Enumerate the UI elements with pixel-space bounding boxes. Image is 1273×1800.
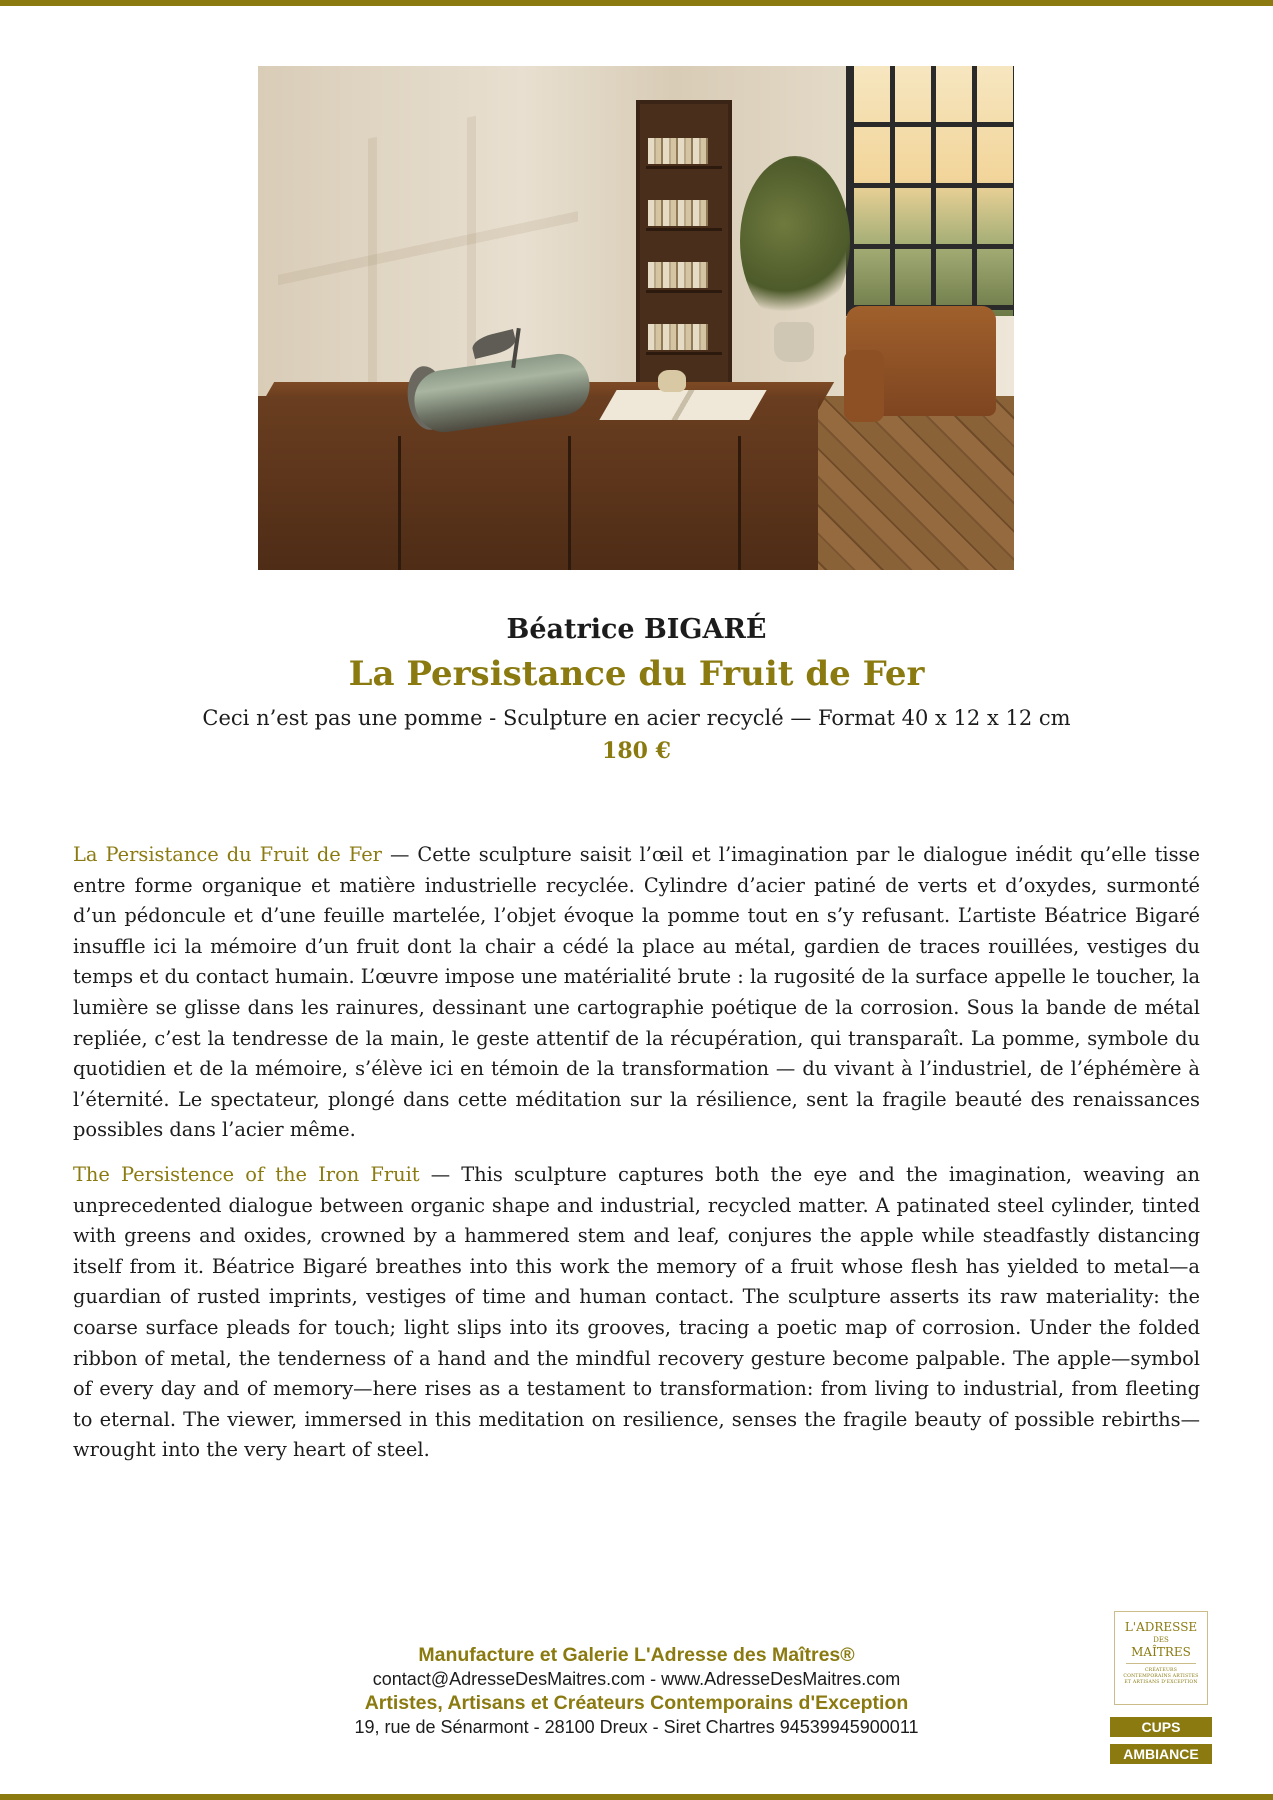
description-fr-lead: La Persistance du Fruit de Fer xyxy=(73,843,382,866)
artwork-subtitle: Ceci n’est pas une pomme - Sculpture en acier recyclé — Format 40 x 12 x 12 cm xyxy=(202,706,1071,730)
description-fr-text: — Cette sculpture saisit l’œil et l’imagination par le dialogue inédit qu’elle tisse entre forme organique et matière industrielle recyclée. Cylindre d’acier patiné de verts et d’oxydes, surmonté d’un pédoncule et d’une feuille martelée, l’objet évoque la pomme tout en s’y refusant. L’artiste Béatrice Bigaré insuffle ici la mémoire d’un fruit dont la chair a cédé la place au métal, gardien de traces rouillées, vestiges du temps et du contact humain. L’œuvre impose une matérialité brute : la rugosité de la surface appelle le toucher, la lumière se glisse dans les rainures, dessinant une cartographie poétique de la corrosion. Sous la bande de métal repliée, c’est la tendresse de la main, le geste attentif de la récupération, qui transparaît. La pomme, symbole du quotidien et de la mémoire, s’élève ici en témoin de la transformation — du vivant à l’industriel, de l’éphémère à l’éternité. Le spectateur, plongé dans cette méditation sur la résilience, sent la fragile beauté des renaissances possibles dans l’acier même. xyxy=(73,843,1201,1142)
logo-line-2: DES xyxy=(1153,1636,1169,1644)
books xyxy=(648,200,708,226)
armchair-arm xyxy=(844,350,884,422)
footer-tagline: Artistes, Artisans et Créateurs Contemporains d'Exception xyxy=(364,1692,909,1714)
tag-cups: CUPS xyxy=(1110,1717,1212,1737)
plant xyxy=(740,156,850,326)
tag-ambiance: AMBIANCE xyxy=(1110,1744,1212,1764)
description-en-lead: The Persistence of the Iron Fruit xyxy=(73,1162,420,1186)
description xyxy=(73,840,1200,1480)
vase xyxy=(658,370,686,392)
shelf-row xyxy=(646,166,722,169)
cabinet-door xyxy=(738,436,741,570)
books xyxy=(648,138,708,164)
shelf-row xyxy=(646,290,722,293)
cabinet xyxy=(258,396,818,570)
footer xyxy=(0,1643,1273,1739)
plant-pot xyxy=(774,322,814,362)
description-fr xyxy=(73,840,1200,1146)
footer-contact: contact@AdresseDesMaitres.com - www.AdresseDesMaitres.com xyxy=(372,1669,901,1689)
shelf-row xyxy=(646,228,722,231)
artist-name: Béatrice BIGARÉ xyxy=(506,614,767,645)
footer-gallery-name: Manufacture et Galerie L'Adresse des Maîtres® xyxy=(418,1644,855,1666)
artwork-price: 180 € xyxy=(602,738,671,764)
footer-address: 19, rue de Sénarmont - 28100 Dreux - Siret Chartres 94539945900011 xyxy=(354,1717,919,1737)
logo-divider xyxy=(1126,1663,1196,1664)
open-book xyxy=(599,390,766,420)
window xyxy=(846,66,1014,316)
bookshelf xyxy=(636,100,732,400)
cabinet-door xyxy=(398,436,401,570)
books xyxy=(648,324,708,350)
window-mullions xyxy=(854,66,1014,316)
description-en xyxy=(73,1160,1200,1466)
bottom-accent-bar xyxy=(0,1794,1273,1800)
logo-line-3: MAÎTRES xyxy=(1131,1645,1191,1659)
logo-line-1: L'ADRESSE xyxy=(1124,1620,1198,1634)
description-en-text: — This sculpture captures both the eye and the imagination, weaving an unprecedented dialogue between organic shape and industrial, recycled matter. A patinated steel cylinder, tinted with greens and oxides, crowned by a hammered stem and leaf, conjures the apple while steadfastly distancing itself from it. Béatrice Bigaré breathes into this work the memory of a fruit whose flesh has yielded to metal—a guardian of rusted imprints, vestiges of time and human contact. The sculpture asserts its raw materiality: the coarse surface pleads for touch; light slips into its grooves, tracing a poetic map of corrosion. Under the folded ribbon of metal, the tenderness of a hand and the mindful recovery gesture become palpable. The apple—symbol of every day and of memory—here rises as a testament to transformation: from living to industrial, from fleeting to eternal. The viewer, immersed in this meditation on resilience, senses the fragile beauty of possible rebirths—wrought into the very heart of steel. xyxy=(73,1162,1200,1462)
artwork-photo xyxy=(258,66,1014,570)
books xyxy=(648,262,708,288)
artwork-title: La Persistance du Fruit de Fer xyxy=(348,654,925,694)
shelf-row xyxy=(646,352,722,355)
gallery-logo xyxy=(1114,1611,1208,1705)
cabinet-door xyxy=(568,436,571,570)
top-accent-bar xyxy=(0,0,1273,6)
logo-line-4: CRÉATEURS CONTEMPORAINS ARTISTES ET ARTISANS D'EXCEPTION xyxy=(1123,1668,1199,1685)
